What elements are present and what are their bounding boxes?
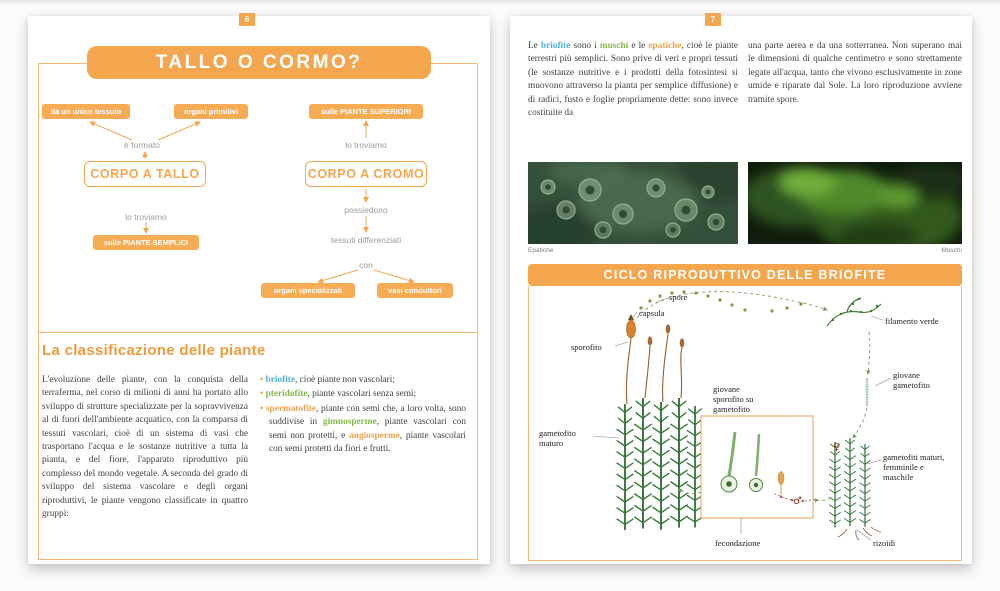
term-briofite: briofite	[265, 375, 296, 385]
text-segment: sono i	[570, 41, 600, 51]
list-item	[260, 403, 466, 457]
photo-muschi	[748, 162, 962, 244]
list-item-text: , piante vascolari con semi protetti da fiori e frutti.	[269, 430, 466, 455]
term-muschi: muschi	[599, 41, 629, 51]
term-spermatofite: spermatofite	[265, 403, 317, 414]
map-box-organi-specializzati: organi specializzati	[261, 283, 355, 298]
map-link-e-formato: è formato	[124, 140, 160, 150]
label-rizoidi: rizoidi	[873, 538, 896, 548]
label-gametofiti-maturi: gametofiti maturi, femminile e maschile	[883, 452, 945, 482]
bullet-icon: •	[260, 389, 264, 400]
label-filamento-verde: filamento verde	[885, 316, 939, 326]
map-link-lo-troviamo-right: lo troviamo	[345, 140, 387, 150]
female-symbol-icon: ♀	[833, 442, 841, 453]
photo-epatiche	[528, 162, 738, 244]
page-number-right: 7	[705, 13, 721, 26]
list-item-text: , piante vascolari senza semi;	[307, 389, 417, 400]
caption-muschi: Muschi	[941, 247, 962, 254]
list-item	[260, 374, 466, 387]
term-angiosperme: angiosperme	[349, 430, 400, 441]
male-symbol-icon: ♂	[793, 496, 802, 507]
classification-col2	[260, 374, 466, 457]
label-giovane-gametofito: giovane gametofito	[893, 370, 930, 390]
label-spore: spore	[669, 292, 688, 302]
map-box-piante-superiori: sulle PIANTE SUPERIORI	[309, 104, 423, 119]
cycle-banner-title: CICLO RIPRODUTTIVO DELLE BRIOFITE	[528, 264, 962, 286]
bullet-icon: •	[260, 375, 264, 385]
term-pteridofite: pteridofite	[265, 389, 308, 400]
map-node-tessuti-differenziati: tessuti differenziati	[330, 235, 402, 245]
term-briofite: briofite	[540, 41, 571, 51]
map-box-vasi-conduttori: vasi conduttori	[377, 283, 453, 298]
list-item-text: , piante con semi che, a loro volta, sono suddivise in	[269, 403, 467, 428]
photo-epatiche-art	[528, 162, 738, 244]
cycle-diagram	[528, 286, 962, 561]
label-gametofito-maturo: gametofito maturo	[539, 428, 576, 448]
map-link-lo-troviamo-left: lo troviamo	[125, 212, 167, 222]
map-link-con: con	[359, 260, 373, 270]
bullet-icon: •	[260, 403, 264, 414]
classification-col1: L'evoluzione delle piante, con la conquista della terraferma, nel corso di milioni di anni ha portato allo sviluppo di strutture specializzate per la sopravvivenza al di fuori dell'ambiente acquatico, con la comparsa di tessuti vascolari, cioè di un sistema di vasi che trasportano l'acqua e le sostanze nutritive a tutta la pianta, e del fiore, l'apparato riproduttivo più complesso del mondo vegetale. A seconda del grado di sviluppo del sistema vascolare e degli organi riproduttivi, le piante vengono classificate in quattro gruppi:	[42, 375, 248, 520]
label-sporofito: sporofito	[571, 342, 602, 352]
label-giovane-sporofito: giovane sporofito su gametofito	[713, 384, 754, 414]
map-box-piante-semplici: sulle PIANTE SEMPLICI	[93, 235, 199, 250]
text-segment: Le	[528, 41, 541, 51]
map-box-unico-tessuto: da un unico tessuto	[42, 104, 130, 119]
list-item-text: , piante vascolari con semi non protetti, e	[269, 417, 466, 441]
section-title: La classificazione delle piante	[42, 342, 266, 359]
caption-epatiche: Epatiche	[528, 247, 554, 254]
list-item-text: , cioè piante non vascolari;	[295, 375, 395, 385]
map-main-corpo-a-cromo: CORPO A CROMO	[305, 161, 427, 187]
term-epatiche: epatiche	[648, 41, 682, 51]
text-segment: e le	[628, 41, 649, 51]
page-left	[28, 16, 490, 564]
map-box-organi-primitivi: organi primitivi	[174, 104, 248, 119]
cycle-diagram-art	[529, 286, 963, 561]
left-banner-title: TALLO O CORMO?	[87, 46, 431, 79]
term-gimnosperme: gimnosperme	[322, 417, 377, 428]
page-right	[510, 16, 972, 564]
label-capsula: capsula	[639, 308, 665, 318]
scan-top-edge	[0, 0, 1000, 4]
text-segment: , cioè le piante terrestri più semplici. Sono prive di veri e propri tessuti (le sostanze nutritive e i prodotti della fotosintesi si muovono attraverso la pianta per semplice diffusione) e di radici, fusto e foglie propriamente dette: sono invece costituite da	[528, 41, 739, 119]
map-link-possiedono: possiedono	[344, 205, 388, 215]
intro-col1	[528, 40, 738, 120]
label-fecondazione: fecondazione	[715, 538, 761, 548]
map-main-corpo-a-tallo: CORPO A TALLO	[84, 161, 206, 187]
page-number-left: 6	[239, 13, 255, 26]
photo-muschi-art	[748, 162, 962, 244]
intro-col2: una parte aerea e da una sotterranea. Non superano mai le dimensioni di qualche centimetro e sono strettamente legate all'acqua, tanto che vivono esclusivamente in zone umide e riparate dal Sole. La loro riproduzione avviene tramite spore.	[748, 41, 962, 105]
list-item	[260, 388, 466, 401]
